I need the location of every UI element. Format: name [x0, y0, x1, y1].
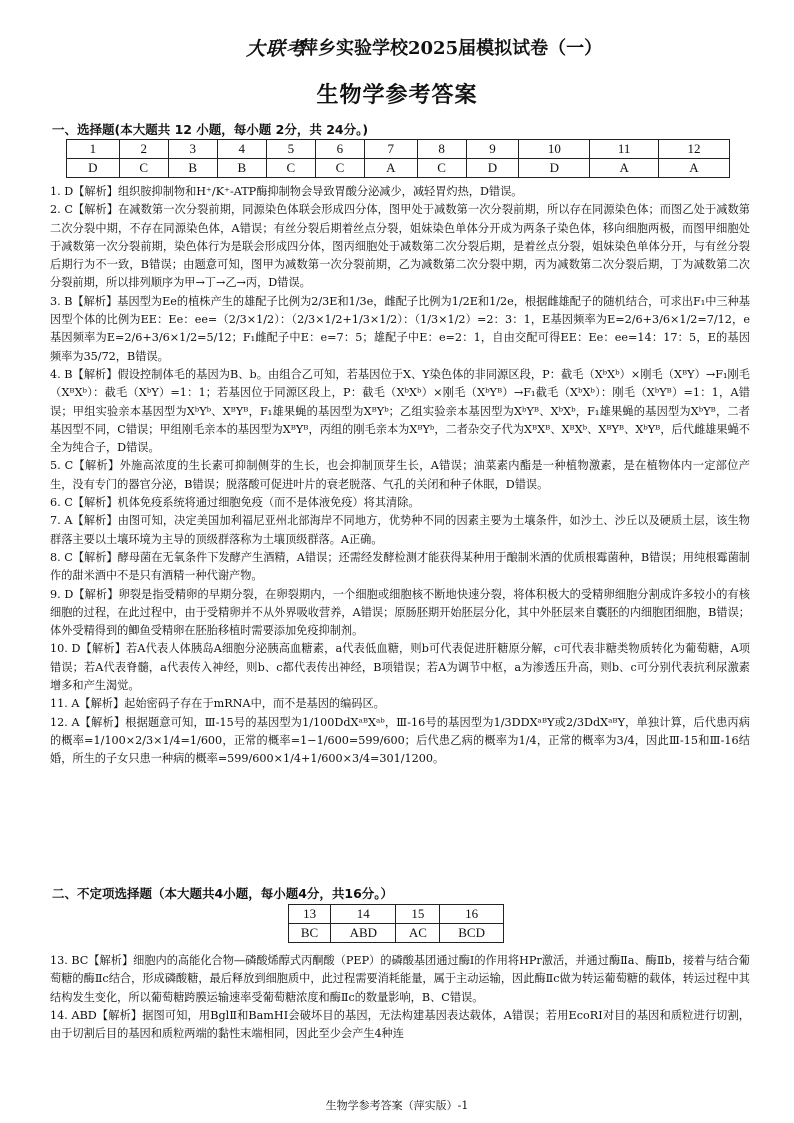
explanation-paragraph: 2. C【解析】在减数第一次分裂前期，同源染色体联会形成四分体，图甲处于减数第一次分裂前期，所以存在同源染色体；而图乙处于减数第二次分裂中期，不存在同源染色体，A错误；有丝分裂后期着丝点分裂，姐妹染色单体分开成为两条子染色体，移向细胞两极，而图甲细胞处于减数第一次分裂前期，染色体行为是联会形成四分体，图丙细胞处于减数第二次分裂后期，是着丝点分裂，姐妹染色单体分开，与有丝分裂后期行为不一致，B错误；由题意可知，图甲为减数第一次分裂前期，乙为减数第二次分裂中期，丙为减数第二次分裂后期，丁为减数第二次分裂前期，所以排列顺序为甲→丁→乙→丙，D错误。 — [50, 203, 750, 290]
question-number-cell: 10 — [519, 140, 590, 159]
explanation-paragraph: 4. B【解析】假设控制体毛的基因为B、b。由组合乙可知，若基因位于X、Y染色体的非同源区段，P：截毛（XᵇXᵇ）×刚毛（XᴮY）→F₁刚毛（XᴮXᵇ）：截毛（XᵇY）=1：1；若基因位于同源区段上，P：截毛（XᵇXᵇ）×刚毛（XᵇYᴮ）→F₁截毛（XᵇXᵇ）：刚毛（XᵇYᴮ）=1：1，A错误；甲组实验亲本基因型为XᵇYᵇ、XᴮYᴮ，F₁雄果蝇的基因型为XᴮYᵇ；乙组实验亲本基因型为XᵇYᴮ、XᵇXᵇ，F₁雄果蝇的基因型为XᵇYᴮ，二者基因型不同，C错误；甲组刚毛亲本的基因型为XᴮYᴮ，丙组的刚毛亲本为XᴮYᵇ，二者杂交子代为XᴮXᴮ、XᴮXᵇ、XᴮYᴮ、XᵇYᴮ，后代雌雄果蝇不全为纯合子，D错误。 — [50, 367, 750, 455]
question-number-cell: 4 — [217, 140, 266, 159]
answer-cell: C — [266, 159, 315, 178]
section-2-heading: 二、不定项选择题（本大题共4小题，每小题4分，共16分。） — [52, 886, 394, 901]
question-number-cell: 16 — [440, 905, 504, 924]
answer-cell: AC — [396, 924, 440, 943]
question-number-cell: 11 — [590, 140, 659, 159]
answer-table-2-answers-row — [289, 924, 504, 943]
answer-cell: D — [466, 159, 519, 178]
document-title: 生物学参考答案 — [316, 83, 478, 108]
question-number-cell: 12 — [658, 140, 729, 159]
exam-title: 萍乡实验学校2025届模拟试卷（一） — [300, 38, 603, 59]
explanation-paragraph: 10. D【解析】若A代表人体胰岛A细胞分泌胰高血糖素，a代表低血糖，则b可代表促进肝糖原分解，c可代表非糖类物质转化为葡萄糖，A项错误；若A代表脊髓，a代表传入神经，则b、c都代表传出神经，B项错误；若A为调节中枢，a为渗透压升高，则b、c可分别代表抗利尿激素增多和产生渴觉。 — [50, 642, 750, 693]
question-number-cell: 14 — [331, 905, 396, 924]
explanations-section-2 — [50, 952, 750, 1043]
question-number-cell: 7 — [364, 140, 417, 159]
explanation-paragraph: 11. A【解析】起始密码子存在于mRNA中，而不是基因的编码区。 — [50, 697, 385, 711]
answer-cell: C — [119, 159, 168, 178]
answer-cell: C — [315, 159, 364, 178]
section-1-heading: 一、选择题(本大题共 12 小题，每小题 2分，共 24分。) — [52, 122, 369, 137]
answer-table-1 — [66, 139, 730, 178]
question-number-cell: 15 — [396, 905, 440, 924]
explanation-paragraph: 6. C【解析】机体免疫系统将通过细胞免疫（而不是体液免疫）将其清除。 — [50, 496, 420, 510]
explanation-paragraph: 7. A【解析】由图可知，决定美国加利福尼亚州北部海岸不同地方，优势种不同的因素主要为土壤条件，如沙土、沙丘以及硬质土层，该生物群落主要以土壤环境为主导的顶级群落称为土壤顶级群落。A正确。 — [50, 514, 750, 546]
exam-header — [0, 32, 794, 62]
page-footer: 生物学参考答案（萍实版）-1 — [325, 1099, 469, 1112]
answer-table-2-numbers-row — [289, 905, 504, 924]
answer-table-1-answers-row — [67, 159, 730, 178]
question-number-cell: 5 — [266, 140, 315, 159]
explanation-paragraph: 5. C【解析】外施高浓度的生长素可抑制侧芽的生长，也会抑制顶芽生长，A错误；油菜素内酯是一种植物激素，是在植物体内一定部位产生，没有专门的器官分泌，B错误；脱落酸可促进叶片的衰老脱落、气孔的关闭和种子休眠，D错误。 — [50, 459, 750, 491]
answer-cell: D — [67, 159, 120, 178]
explanation-paragraph: 1. D【解析】组织胺抑制物和H⁺/K⁺-ATP酶抑制物会导致胃酸分泌减少，减轻胃灼热，D错误。 — [50, 185, 523, 198]
explanation-paragraph: 3. B【解析】基因型为Ee的植株产生的雄配子比例为2/3E和1/3e，雌配子比例为1/2E和1/2e，根据雌雄配子的随机结合，可求出F₁中三种基因型个体的比例为EE：Ee：ee=（2/3×1/2）：（2/3×1/2+1/3×1/2）：（1/3×1/2）=2：3：1，E基因频率为E=2/6+3/6×1/2=7/12，e基因频率为E=2/6+3/6×1/2=5/12；F₁雌配子中E：e=7：5；雄配子中E：e=2：1，自由交配可得EE：Ee：ee=14：17：5，E的基因频率为35/72，B错误。 — [50, 294, 750, 363]
question-number-cell: 3 — [168, 140, 217, 159]
answer-cell: BC — [289, 924, 331, 943]
brand-logo: 大联考 — [246, 38, 307, 60]
answer-cell: C — [417, 159, 466, 178]
answer-cell: B — [217, 159, 266, 178]
question-number-cell: 6 — [315, 140, 364, 159]
answer-cell: BCD — [440, 924, 504, 943]
explanation-paragraph: 8. C【解析】酵母菌在无氧条件下发酵产生酒精，A错误；还需经发酵检测才能获得某种用于酿制米酒的优质根霉菌种，B错误；用纯根霉菌制作的甜米酒中不是只有酒精一种代谢产物。 — [50, 550, 750, 583]
answer-cell: A — [658, 159, 729, 178]
question-number-cell: 9 — [466, 140, 519, 159]
answer-cell: D — [519, 159, 590, 178]
answer-cell: ABD — [331, 924, 396, 943]
explanation-paragraph: 14. ABD【解析】据图可知，用BglⅡ和BamHⅠ会破坏目的基因，无法构建基因表达载体，A错误；若用EcoRⅠ对目的基因和质粒进行切割，由于切割后目的基因和质粒两端的黏性末端相同，因此至少会产生4种连 — [50, 1008, 750, 1041]
explanation-paragraph: 12. A【解析】根据题意可知，Ⅲ-15号的基因型为1/100DdXᵃᴮXᵃᵇ，Ⅲ-16号的基因型为1/3DDXᵃᴮY或2/3DdXᵃᴮY，单独计算，后代患丙病的概率=1/100×2/3×1/4=1/600，正常的概率=1−1/600=599/600；后代患乙病的概率为1/4，正常的概率为3/4，因此Ⅲ-15和Ⅲ-16结婚，所生的子女只患一种病的概率=599/600×1/4+1/600×3/4=301/1200。 — [50, 715, 750, 766]
question-number-cell: 2 — [119, 140, 168, 159]
question-number-cell: 8 — [417, 140, 466, 159]
answer-table-2 — [288, 904, 504, 943]
answer-cell: A — [364, 159, 417, 178]
answer-table-1-numbers-row — [67, 140, 730, 159]
answer-cell: A — [590, 159, 659, 178]
explanation-paragraph: 9. D【解析】卵裂是指受精卵的早期分裂，在卵裂期内，一个细胞或细胞核不断地快速分裂，将体积极大的受精卵细胞分割成许多较小的有核细胞的过程，在此过程中，由于受精卵并不从外界吸收营养，A错误；原肠胚期开始胚层分化，其中外胚层来自囊胚的内细胞团细胞，B错误；体外受精得到的鲫鱼受精卵在胚胎移植时需要添加免疫抑制剂。 — [50, 587, 750, 638]
explanations-section-1 — [50, 183, 750, 769]
explanation-paragraph: 13. BC【解析】细胞内的高能化合物—磷酸烯醇式丙酮酸（PEP）的磷酸基团通过酶Ⅰ的作用将HPr激活，并通过酶Ⅱa、酶Ⅱb，接着与结合葡萄糖的酶Ⅱc结合，形成磷酸糖，最后释放到细胞质中，此过程需要消耗能量，属于主动运输，因此酶Ⅱc做为转运葡萄糖的载体，转运过程中其结构发生变化，所以葡萄糖跨膜运输速率受葡萄糖浓度和酶Ⅱc的数量影响，B、C错误。 — [50, 954, 750, 1004]
answer-cell: B — [168, 159, 217, 178]
question-number-cell: 1 — [67, 140, 120, 159]
question-number-cell: 13 — [289, 905, 331, 924]
